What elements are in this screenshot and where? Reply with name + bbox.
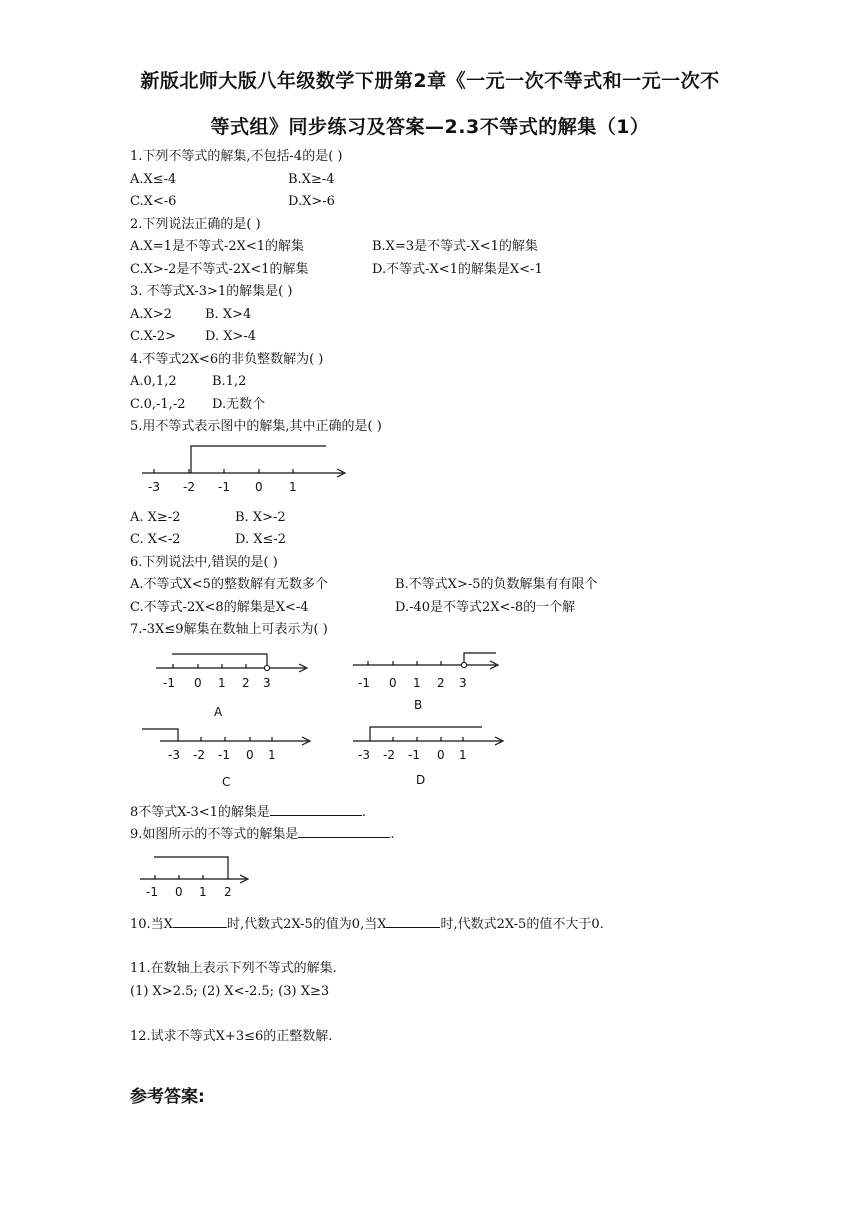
q4-option-c: C.0,-1,-2 (130, 397, 186, 412)
q11-items: (1) X>2.5; (2) X<-2.5; (3) X≥3 (130, 984, 330, 999)
q4-stem: 4.不等式2X<6的非负整数解为( ) (130, 352, 324, 367)
q5-number-line (140, 440, 350, 495)
q1-option-b: B.X≥-4 (288, 172, 335, 187)
q9-tick-label: 2 (224, 885, 232, 899)
q7-b-tick: -1 (358, 676, 370, 690)
q7-number-line-c (140, 722, 315, 792)
q7-label-d: D (416, 773, 426, 787)
q5-option-d: D. X≤-2 (235, 532, 287, 547)
q5-tick-label: 0 (255, 480, 263, 494)
q9-line (130, 825, 395, 843)
answer-heading: 参考答案: (130, 1087, 205, 1107)
q10-part3: 时,代数式2X-5的值不大于0. (440, 917, 604, 932)
q3-option-a: A.X>2 (130, 307, 172, 322)
q8-stem: 8不等式X-3<1的解集是 (130, 805, 270, 820)
q4-option-d: D.无数个 (212, 397, 266, 412)
q3-stem: 3. 不等式X-3>1的解集是( ) (130, 284, 293, 299)
q12-stem: 12.试求不等式X+3≤6的正整数解. (130, 1029, 333, 1044)
q5-option-b: B. X>-2 (235, 510, 286, 525)
q5-option-a: A. X≥-2 (130, 510, 181, 525)
q9-solution-bracket (154, 857, 228, 879)
q7-c-tick: 0 (246, 748, 254, 762)
q10-line (130, 915, 604, 933)
q11-stem: 11.在数轴上表示下列不等式的解集. (130, 961, 337, 976)
q5-stem: 5.用不等式表示图中的解集,其中正确的是( ) (130, 419, 382, 434)
q2-option-b: B.X=3是不等式-X<1的解集 (372, 239, 538, 254)
q7-b-tick: 0 (389, 676, 397, 690)
q3-option-c: C.X-2> (130, 329, 176, 344)
q7-label-a: A (214, 705, 223, 719)
q7-d-tick: -2 (383, 748, 395, 762)
q7-d-bracket (370, 727, 482, 741)
q7-b-tick: 3 (459, 676, 467, 690)
q2-option-a: A.X=1是不等式-2X<1的解集 (130, 239, 305, 254)
q8-line (130, 803, 366, 821)
q7-b-open-dot (461, 662, 466, 667)
q3-option-d: D. X>-4 (205, 329, 257, 344)
q6-option-b: B.不等式X>-5的负数解集有有限个 (395, 577, 598, 592)
q9-stem: 9.如图所示的不等式的解集是 (130, 827, 299, 842)
q7-number-line-a (150, 648, 310, 723)
q3-option-b: B. X>4 (205, 307, 252, 322)
q8-answer-blank[interactable] (270, 803, 362, 816)
q9-answer-blank[interactable] (298, 825, 390, 838)
q6-stem: 6.下列说法中,错误的是( ) (130, 555, 278, 570)
q7-a-tick: 1 (218, 676, 226, 690)
q7-a-tick: 0 (194, 676, 202, 690)
q7-b-tick: 2 (437, 676, 445, 690)
q4-option-a: A.0,1,2 (130, 374, 177, 389)
q7-c-tick: -2 (193, 748, 205, 762)
q6-option-d: D.-40是不等式2X<-8的一个解 (395, 600, 576, 615)
q7-a-tick: -1 (163, 676, 175, 690)
q7-a-open-dot (264, 665, 269, 670)
q7-d-tick: 1 (459, 748, 467, 762)
doc-title-line1: 新版北师大版八年级数学下册第2章《一元一次不等式和一元一次不 (140, 70, 720, 92)
q7-number-line-d (350, 722, 510, 792)
q7-stem: 7.-3X≤9解集在数轴上可表示为( ) (130, 622, 328, 637)
q7-c-tick: -3 (168, 748, 180, 762)
q6-option-a: A.不等式X<5的整数解有无数多个 (130, 577, 328, 592)
q5-solution-bracket (191, 446, 326, 473)
q10-blank-1[interactable] (173, 915, 227, 928)
q7-c-bracket (142, 729, 178, 741)
q2-option-c: C.X>-2是不等式-2X<1的解集 (130, 262, 309, 277)
q6-option-c: C.不等式-2X<8的解集是X<-4 (130, 600, 309, 615)
q9-tick-label: 1 (199, 885, 207, 899)
q5-tick-label: -3 (148, 480, 160, 494)
q10-blank-2[interactable] (386, 915, 440, 928)
q1-option-c: C.X<-6 (130, 194, 177, 209)
q9-tick-label: -1 (146, 885, 158, 899)
q7-d-tick: 0 (437, 748, 445, 762)
q5-option-c: C. X<-2 (130, 532, 181, 547)
q7-number-line-b (350, 648, 510, 718)
q5-tick-label: -1 (218, 480, 230, 494)
q1-option-a: A.X≤-4 (130, 172, 177, 187)
q7-c-tick: 1 (268, 748, 276, 762)
q7-b-bracket (464, 653, 496, 662)
q5-tick-label: 1 (289, 480, 297, 494)
q7-a-tick: 2 (242, 676, 250, 690)
q4-option-b: B.1,2 (212, 374, 247, 389)
q7-d-tick: -3 (358, 748, 370, 762)
doc-title-line2: 等式组》同步练习及答案—2.3不等式的解集（1） (210, 116, 650, 138)
q5-tick-label: -2 (183, 480, 195, 494)
q7-a-bracket (172, 654, 267, 665)
q10-part2: 时,代数式2X-5的值为0,当X (226, 917, 387, 932)
q2-stem: 2.下列说法正确的是( ) (130, 217, 261, 232)
q1-option-d: D.X>-6 (288, 194, 335, 209)
q7-a-tick: 3 (263, 676, 271, 690)
q7-b-tick: 1 (413, 676, 421, 690)
q8-end: . (361, 805, 367, 820)
q2-option-d: D.不等式-X<1的解集是X<-1 (372, 262, 543, 277)
q7-c-tick: -1 (218, 748, 230, 762)
q7-label-c: C (222, 775, 231, 789)
q1-stem: 1.下列不等式的解集,不包括-4的是( ) (130, 149, 343, 164)
q9-tick-label: 0 (175, 885, 183, 899)
q7-d-tick: -1 (408, 748, 420, 762)
q9-end: . (390, 827, 395, 842)
q7-label-b: B (414, 698, 423, 712)
q10-part1: 10.当X (130, 917, 173, 932)
q9-number-line (138, 852, 253, 900)
